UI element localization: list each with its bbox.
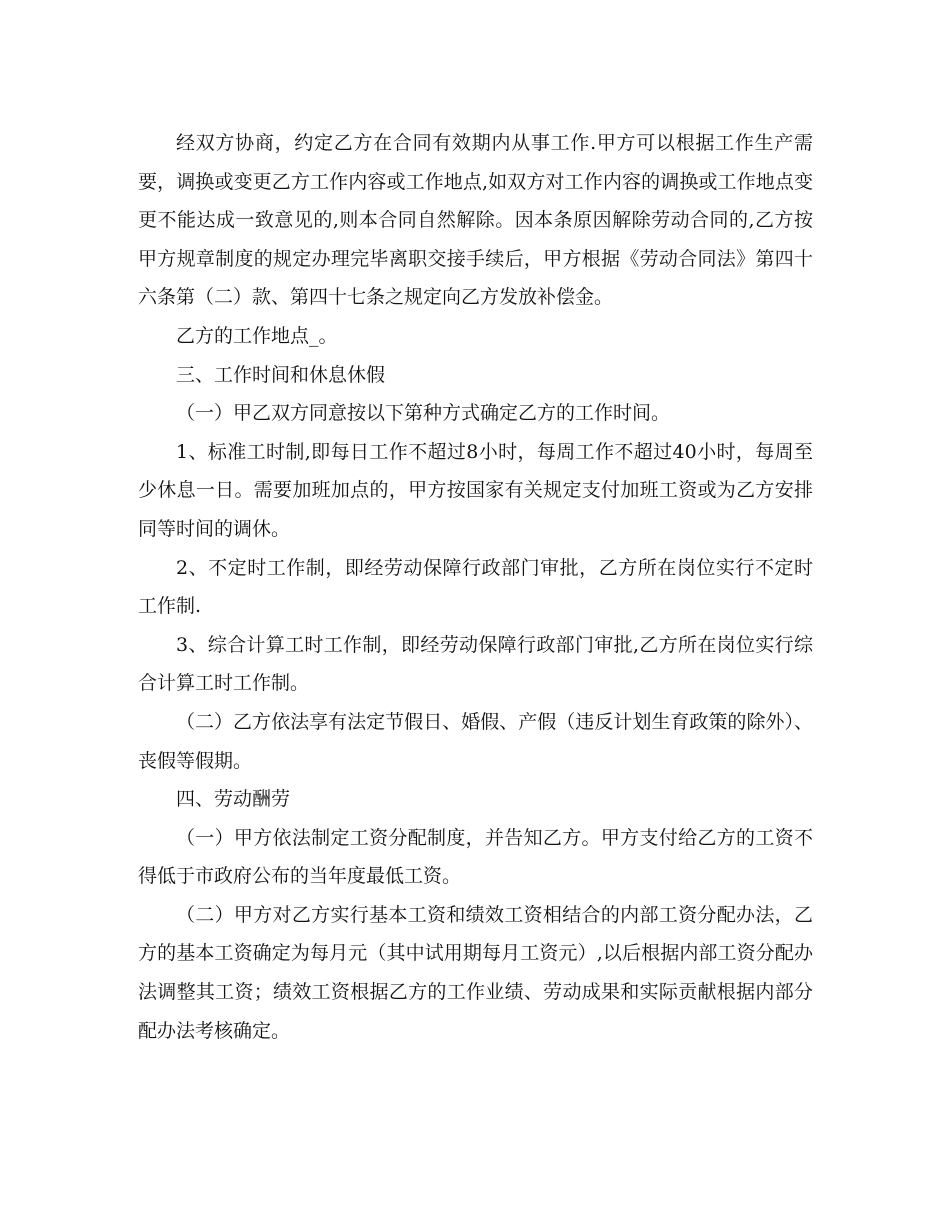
paragraph-working-time-method: （一）甲乙双方同意按以下第种方式确定乙方的工作时间。 (176, 402, 671, 425)
document-body (138, 124, 813, 1050)
paragraph-flexible-hours: 2、不定时工作制，即经劳动保障行政部门审批，乙方所在岗位实行不定时工作制. (138, 556, 813, 618)
paragraph-work-location: 乙方的工作地点_。 (176, 324, 338, 347)
paragraph-wage-structure: （二）甲方对乙方实行基本工资和绩效工资相结合的内部工资分配办法，乙方的基本工资确定为每月元（其中试用期每月工资元）,以后根据内部工资分配办法调整其工资；绩效工资根据乙方的工作业绩、劳动成果和实际贡献根据内部分配办法考核确定。 (138, 903, 813, 1042)
paragraph-comprehensive-hours: 3、综合计算工时工作制，即经劳动保障行政部门审批,乙方所在岗位实行综合计算工时工作制。 (138, 633, 813, 695)
paragraph-standard-hours: 1、标准工时制,即每日工作不超过8小时，每周工作不超过40小时，每周至少休息一日。需要加班加点的，甲方按国家有关规定支付加班工资或为乙方安排同等时间的调休。 (138, 440, 813, 540)
section-heading-working-hours: 三、工作时间和休息休假 (176, 363, 386, 386)
paragraph-job-assignment: 经双方协商，约定乙方在合同有效期内从事工作.甲方可以根据工作生产需要，调换或变更乙方工作内容或工作地点,如双方对工作内容的调换或工作地点变更不能达成一致意见的,则本合同自然解除。因本条原因解除劳动合同的,乙方按甲方规章制度的规定办理完毕离职交接手续后，甲方根据《劳动合同法》第四十六条第（二）款、第四十七条之规定向乙方发放补偿金。 (138, 132, 813, 309)
paragraph-wage-system: （一）甲方依法制定工资分配制度，并告知乙方。甲方支付给乙方的工资不得低于市政府公布的当年度最低工资。 (138, 826, 813, 888)
paragraph-holidays: （二）乙方依法享有法定节假日、婚假、产假（违反计划生育政策的除外）、丧假等假期。 (138, 710, 813, 772)
section-heading-remuneration: 四、劳动酬劳 (176, 788, 291, 811)
